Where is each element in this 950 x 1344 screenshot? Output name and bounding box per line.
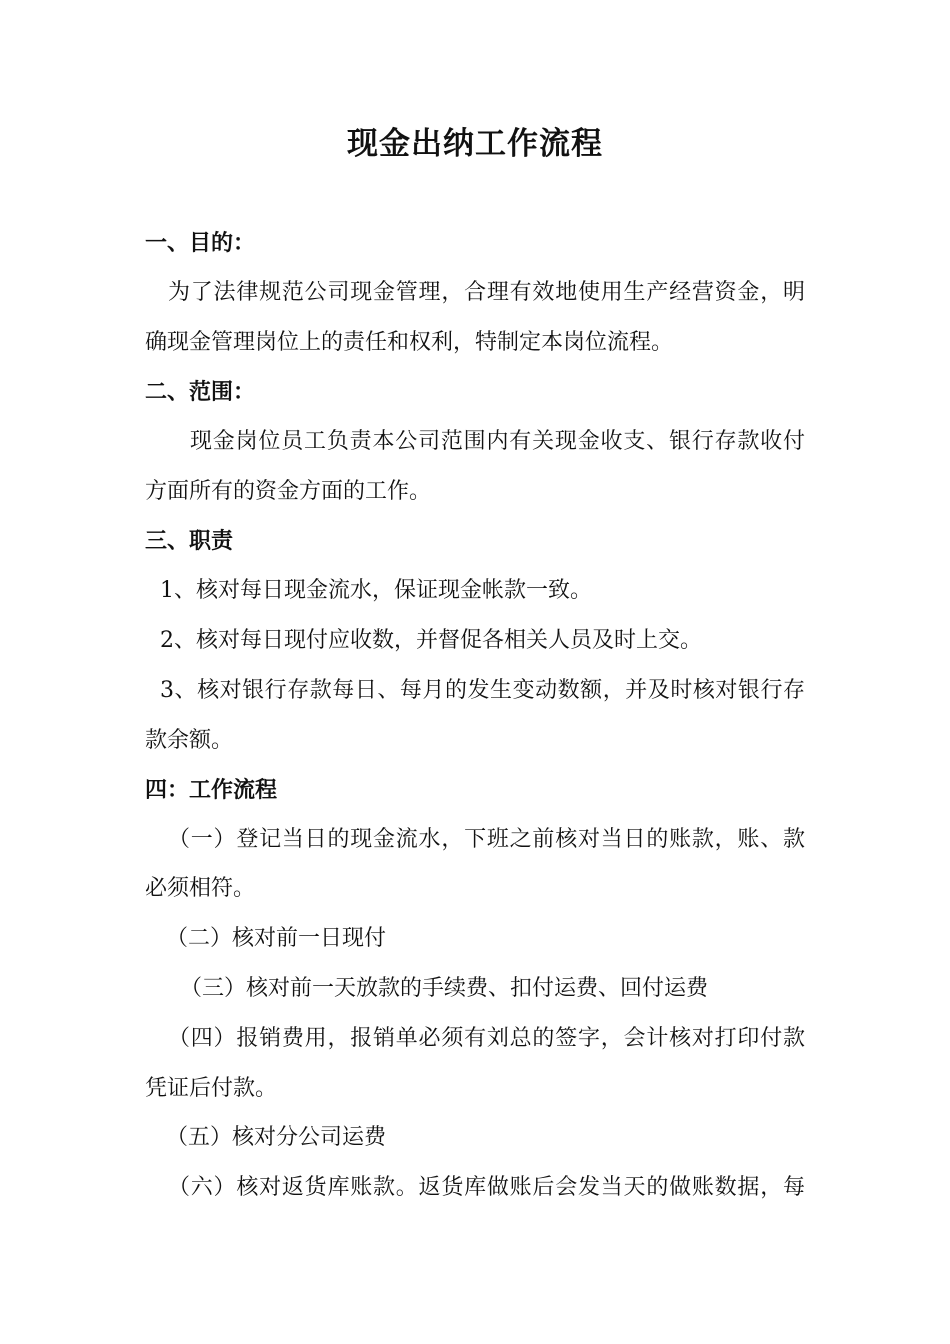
- workflow-step: （六）核对返货库账款。返货库做账后会发当天的做账数据，每: [168, 1175, 805, 1200]
- section-heading-duties: 三、职责: [145, 528, 234, 554]
- paragraph-line: 为了法律规范公司现金管理，合理有效地使用生产经营资金，明: [168, 280, 805, 305]
- document-title: 现金出纳工作流程: [347, 126, 603, 162]
- paragraph-line: 方面所有的资金方面的工作。: [145, 479, 432, 504]
- list-item: 3、核对银行存款每日、每月的发生变动数额，并及时核对银行存: [160, 678, 805, 703]
- section-heading-scope: 二、范围：: [145, 379, 256, 405]
- workflow-step-continuation: 必须相符。: [145, 876, 256, 901]
- workflow-step: （五）核对分公司运费: [166, 1125, 387, 1150]
- list-item: 1、核对每日现金流水，保证现金帐款一致。: [160, 578, 592, 603]
- workflow-step-continuation: 凭证后付款。: [145, 1076, 278, 1101]
- workflow-step: （四）报销费用，报销单必须有刘总的签字，会计核对打印付款: [168, 1026, 805, 1051]
- workflow-step: （二）核对前一日现付: [166, 926, 387, 951]
- workflow-step: （三）核对前一天放款的手续费、扣付运费、回付运费: [180, 976, 709, 1001]
- workflow-step: （一）登记当日的现金流水，下班之前核对当日的账款，账、款: [168, 827, 805, 852]
- list-item: 2、核对每日现付应收数，并督促各相关人员及时上交。: [160, 628, 702, 653]
- section-heading-workflow: 四：工作流程: [145, 777, 278, 803]
- paragraph-line: 现金岗位员工负责本公司范围内有关现金收支、银行存款收付: [190, 429, 805, 454]
- section-heading-purpose: 一、目的：: [145, 230, 256, 256]
- list-item-continuation: 款余额。: [145, 728, 234, 753]
- paragraph-line: 确现金管理岗位上的责任和权利，特制定本岗位流程。: [145, 330, 674, 355]
